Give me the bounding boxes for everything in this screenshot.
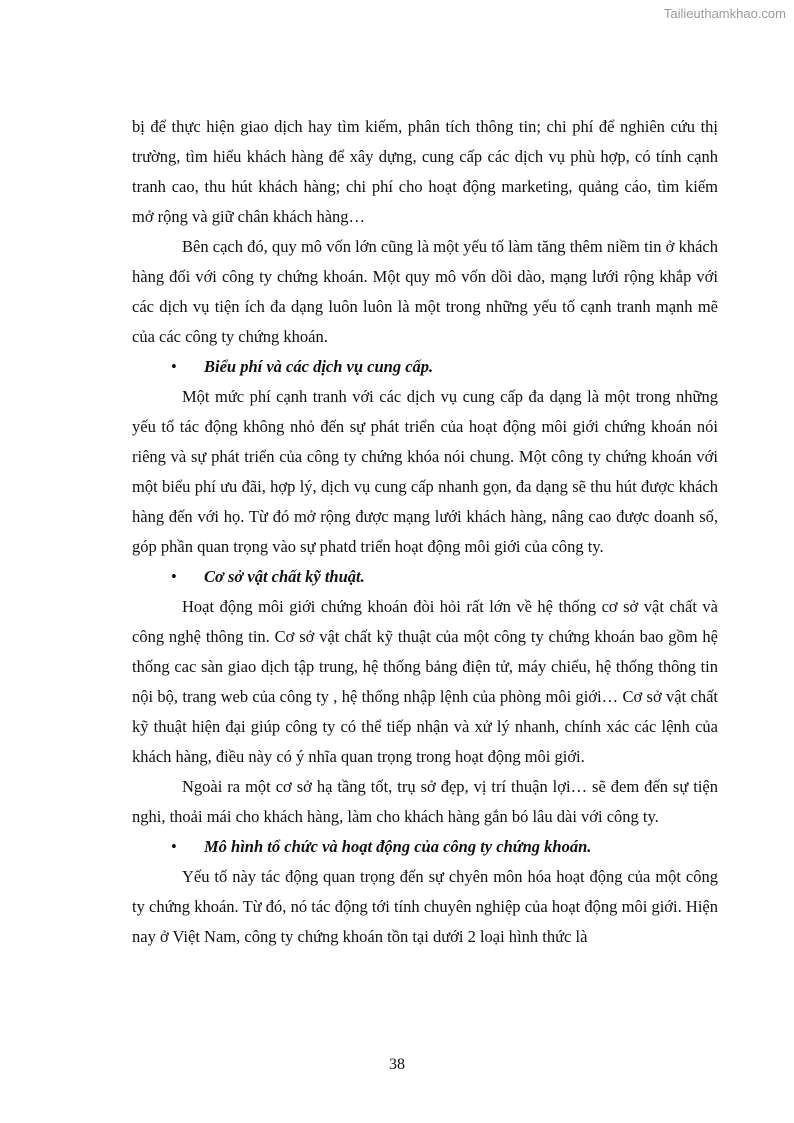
paragraph-2: Bên cạch đó, quy mô vốn lớn cũng là một yếu tố làm tăng thêm niềm tin ở khách hàng đối với công ty chứng khoán. Một quy mô vốn dồi dào, mạng lưới rộng khắp với các dịch vụ tiện ích đa dạng luôn luôn là một trong những yếu tố cạnh tranh mạnh mẽ của các công ty chứng khoán. <box>132 237 718 346</box>
bullet-icon: • <box>171 357 177 376</box>
paragraph-5: Ngoài ra một cơ sở hạ tầng tốt, trụ sở đẹp, vị trí thuận lợi… sẽ đem đến sự tiện nghi, thoải mái cho khách hàng, làm cho khách hàng gắn bó lâu dài với công ty. <box>132 777 718 826</box>
bullet-heading-infrastructure <box>132 562 718 592</box>
heading-fees: Biểu phí và các dịch vụ cung cấp. <box>204 357 434 376</box>
page-number: 38 <box>389 1056 405 1073</box>
bullet-icon: • <box>171 567 177 586</box>
paragraph-1: bị để thực hiện giao dịch hay tìm kiếm, phân tích thông tin; chi phí để nghiên cứu thị trường, tìm hiểu khách hàng để xây dựng, cung cấp các dịch vụ phù hợp, có tính cạnh tranh cao, thu hút khách hàng; chi phí cho hoạt động marketing, quảng cáo, tìm kiếm mở rộng và giữ chân khách hàng… <box>132 117 718 226</box>
paragraph-3: Một mức phí cạnh tranh với các dịch vụ cung cấp đa dạng là một trong những yếu tố tác động không nhỏ đến sự phát triển của hoạt động môi giới chứng khoán nói riêng và sự phát triển của công ty chứng khóa nói chung. Một công ty chứng khoán với một biểu phí ưu đãi, hợp lý, dịch vụ cung cấp nhanh gọn, đa dạng sẽ thu hút được khách hàng đến với họ. Từ đó mở rộng được mạng lưới khách hàng, nâng cao được doanh số, góp phần quan trọng vào sự phatd triển hoạt động môi giới của công ty. <box>132 387 718 556</box>
heading-organization: Mô hình tổ chức và hoạt động của công ty chứng khoán. <box>204 837 592 856</box>
paragraph-4: Hoạt động môi giới chứng khoán đòi hỏi rất lớn về hệ thống cơ sở vật chất và công nghệ thông tin. Cơ sở vật chất kỹ thuật của một công ty chứng khoán bao gồm hệ thống cac sàn giao dịch tập trung, hệ thống bảng điện tử, máy chiếu, hệ thống thông tin nội bộ, trang web của công ty , hệ thống nhập lệnh của phòng môi giới… Cơ sở vật chất kỹ thuật hiện đại giúp công ty có thể tiếp nhận và xử lý nhanh, chính xác các lệnh của khách hàng, điều này có ý nhĩa quan trọng trong hoạt động môi giới. <box>132 597 718 766</box>
watermark: Tailieuthamkhao.com <box>663 6 786 21</box>
bullet-heading-organization <box>132 832 718 862</box>
page-body <box>132 112 718 952</box>
heading-infrastructure: Cơ sở vật chất kỹ thuật. <box>204 567 365 586</box>
bullet-icon: • <box>171 837 177 856</box>
paragraph-6: Yếu tố này tác động quan trọng đến sự chyên môn hóa hoạt động của một công ty chứng khoán. Từ đó, nó tác động tới tính chuyên nghiệp của hoạt động môi giới. Hiện nay ở Việt Nam, công ty chứng khoán tồn tại dưới 2 loại hình thức là <box>132 867 718 946</box>
bullet-heading-fees <box>132 352 718 382</box>
